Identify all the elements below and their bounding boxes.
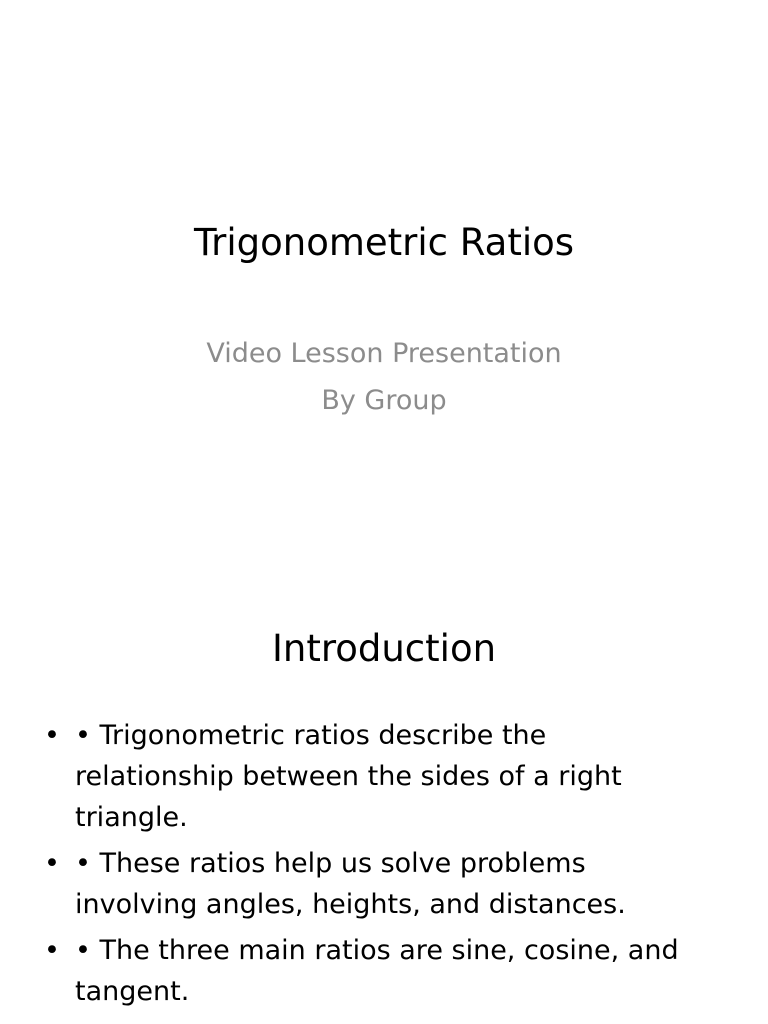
- bullet-point-icon: •: [44, 720, 60, 751]
- bullet-item: [38, 843, 708, 925]
- bullet-text: • Trigonometric ratios describe the relationship between the sides of a right triangle.: [75, 720, 622, 833]
- subtitle-line-author: By Group: [321, 385, 447, 416]
- bullet-point-icon: •: [44, 935, 60, 966]
- subtitle-line-presentation: Video Lesson Presentation: [206, 338, 562, 369]
- slide-title: Trigonometric Ratios: [193, 221, 575, 264]
- bullet-item: [38, 715, 708, 838]
- bullet-point-icon: •: [44, 848, 60, 879]
- introduction-slide: [0, 576, 768, 1024]
- bullet-list: [38, 715, 708, 1017]
- bullet-item: [38, 930, 708, 1012]
- slide-subtitle: [0, 330, 768, 424]
- bullet-text: • The three main ratios are sine, cosine, and tangent.: [75, 935, 679, 1007]
- bullet-text: • These ratios help us solve problems involving angles, heights, and distances.: [75, 848, 626, 920]
- introduction-heading: Introduction: [271, 627, 497, 670]
